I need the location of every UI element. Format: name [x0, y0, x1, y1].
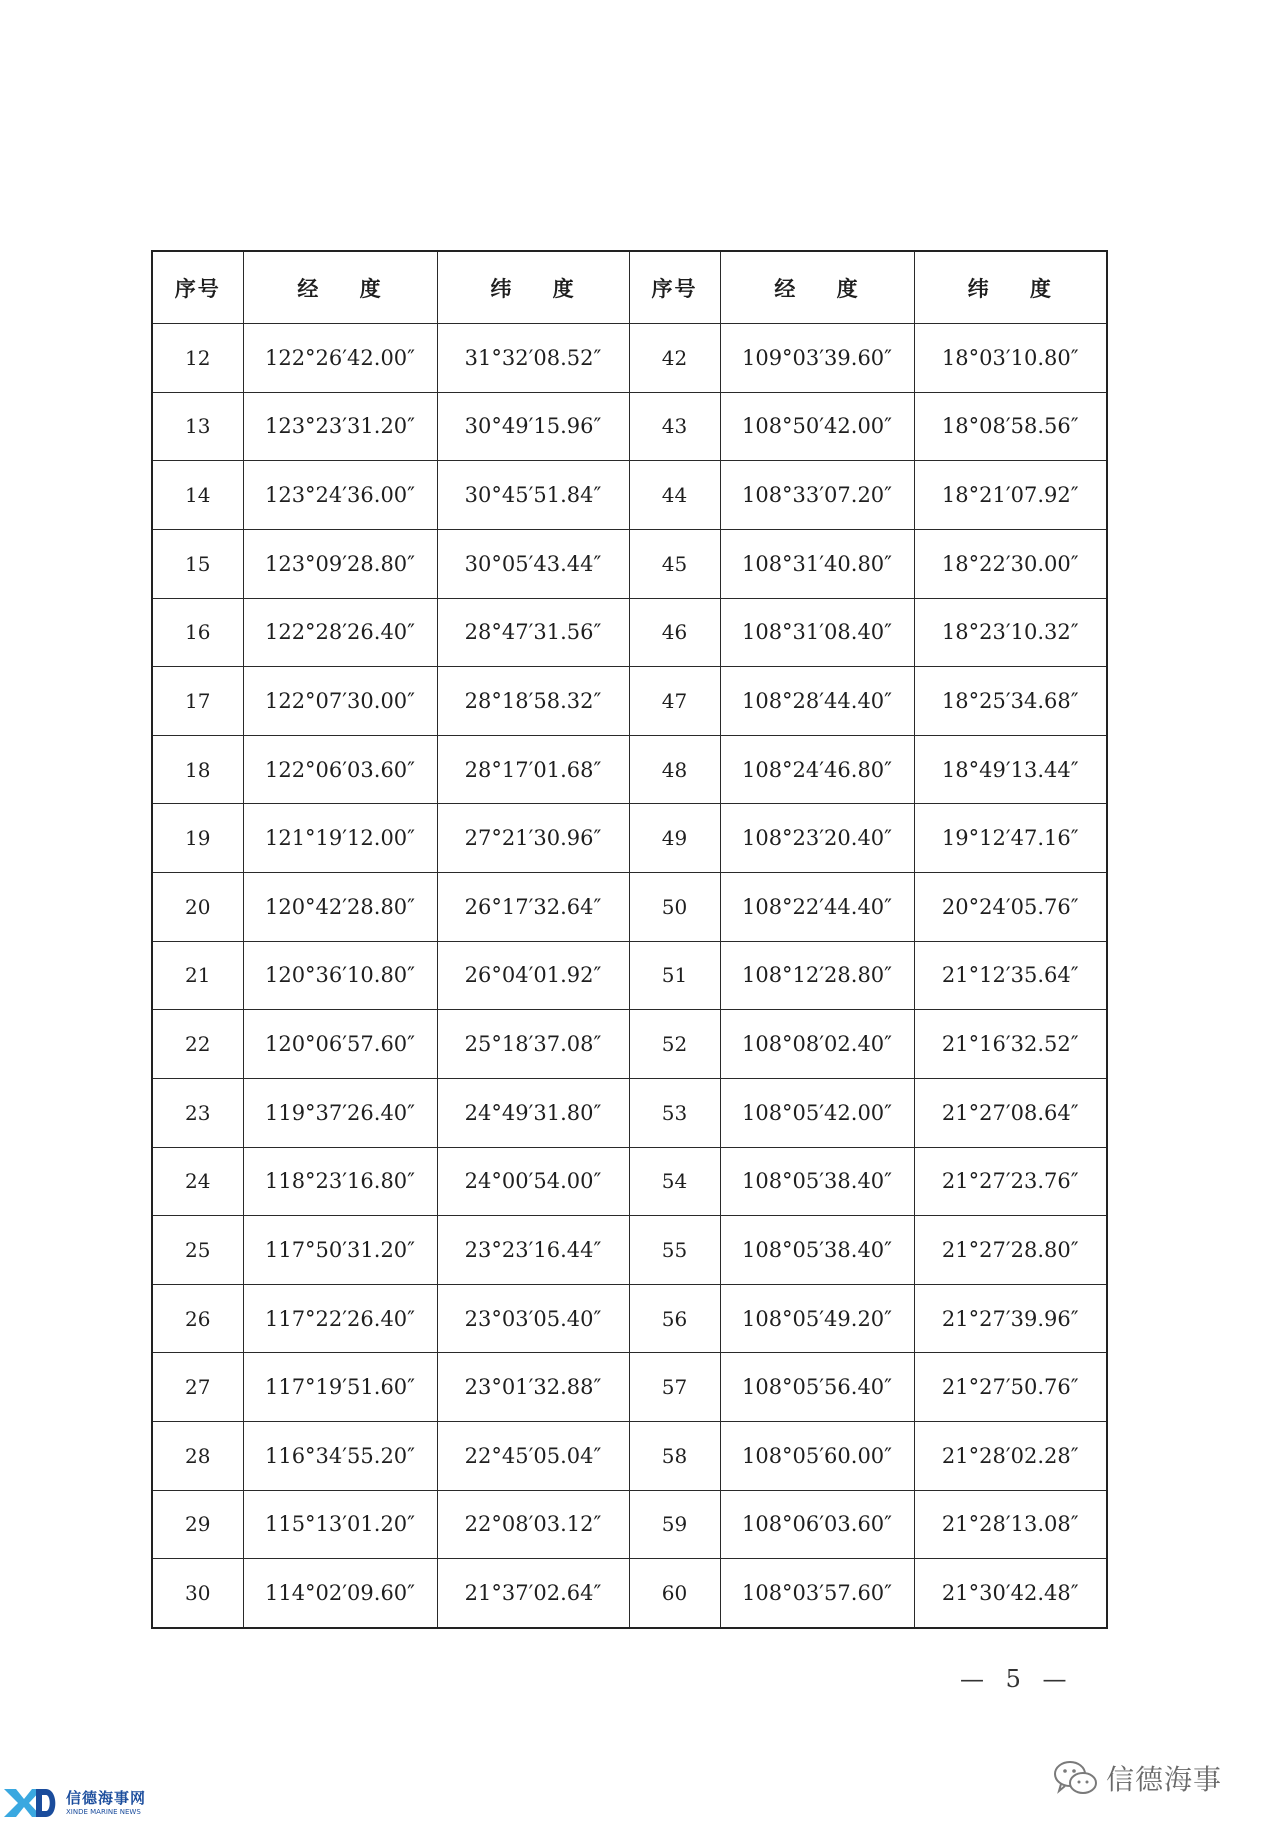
cell-serial-right: 57 — [629, 1353, 720, 1422]
cell-serial-right: 49 — [629, 804, 720, 873]
wechat-watermark — [1052, 1758, 1222, 1798]
cell-latitude-right: 21°27′39.96″ — [914, 1284, 1107, 1353]
cell-serial-right: 59 — [629, 1490, 720, 1559]
header-serial-right: 序号 — [629, 251, 720, 324]
cell-serial-left: 14 — [152, 461, 243, 530]
wechat-account-name: 信德海事 — [1106, 1763, 1223, 1796]
table-row — [152, 529, 1107, 598]
cell-serial-left: 22 — [152, 1010, 243, 1079]
cell-longitude-left: 123°09′28.80″ — [243, 529, 437, 598]
cell-serial-right: 54 — [629, 1147, 720, 1216]
table-row — [152, 1353, 1107, 1422]
cell-latitude-left: 21°37′02.64″ — [437, 1559, 629, 1628]
table-row — [152, 1078, 1107, 1147]
table-row — [152, 324, 1107, 393]
table-body — [152, 324, 1107, 1629]
cell-serial-right: 58 — [629, 1422, 720, 1491]
table-row — [152, 804, 1107, 873]
cell-latitude-left: 30°49′15.96″ — [437, 392, 629, 461]
cell-longitude-right: 108°03′57.60″ — [720, 1559, 914, 1628]
cell-latitude-right: 21°12′35.64″ — [914, 941, 1107, 1010]
table-row — [152, 667, 1107, 736]
cell-longitude-right: 109°03′39.60″ — [720, 324, 914, 393]
cell-longitude-right: 108°31′40.80″ — [720, 529, 914, 598]
header-row — [152, 251, 1107, 324]
cell-longitude-left: 117°50′31.20″ — [243, 1216, 437, 1285]
cell-latitude-left: 31°32′08.52″ — [437, 324, 629, 393]
table-row — [152, 1422, 1107, 1491]
cell-latitude-left: 23°01′32.88″ — [437, 1353, 629, 1422]
header-latitude-left: 纬 度 — [437, 251, 629, 324]
cell-longitude-left: 119°37′26.40″ — [243, 1078, 437, 1147]
cell-serial-right: 48 — [629, 735, 720, 804]
logo-english-text: XINDE MARINE NEWS — [66, 1807, 141, 1816]
site-logo — [2, 1784, 146, 1822]
cell-serial-left: 27 — [152, 1353, 243, 1422]
cell-latitude-right: 21°30′42.48″ — [914, 1559, 1107, 1628]
header-serial-left: 序号 — [152, 251, 243, 324]
cell-latitude-left: 26°04′01.92″ — [437, 941, 629, 1010]
cell-latitude-left: 22°08′03.12″ — [437, 1490, 629, 1559]
cell-longitude-right: 108°05′49.20″ — [720, 1284, 914, 1353]
table-header — [152, 251, 1107, 324]
xd-logo-icon — [2, 1786, 60, 1820]
cell-longitude-left: 123°24′36.00″ — [243, 461, 437, 530]
cell-serial-left: 15 — [152, 529, 243, 598]
cell-longitude-right: 108°05′38.40″ — [720, 1147, 914, 1216]
cell-longitude-right: 108°22′44.40″ — [720, 873, 914, 942]
cell-latitude-right: 21°27′50.76″ — [914, 1353, 1107, 1422]
table-row — [152, 392, 1107, 461]
cell-serial-left: 23 — [152, 1078, 243, 1147]
cell-latitude-left: 23°03′05.40″ — [437, 1284, 629, 1353]
cell-latitude-left: 30°05′43.44″ — [437, 529, 629, 598]
cell-latitude-right: 20°24′05.76″ — [914, 873, 1107, 942]
cell-latitude-left: 28°47′31.56″ — [437, 598, 629, 667]
cell-serial-left: 26 — [152, 1284, 243, 1353]
table-row — [152, 1010, 1107, 1079]
cell-serial-right: 60 — [629, 1559, 720, 1628]
cell-longitude-left: 114°02′09.60″ — [243, 1559, 437, 1628]
cell-serial-left: 30 — [152, 1559, 243, 1628]
wechat-icon — [1052, 1758, 1100, 1798]
cell-longitude-left: 118°23′16.80″ — [243, 1147, 437, 1216]
cell-latitude-right: 18°21′07.92″ — [914, 461, 1107, 530]
cell-longitude-right: 108°06′03.60″ — [720, 1490, 914, 1559]
cell-longitude-right: 108°24′46.80″ — [720, 735, 914, 804]
cell-longitude-right: 108°23′20.40″ — [720, 804, 914, 873]
logo-chinese-text: 信德海事网 — [66, 1788, 147, 1807]
cell-serial-right: 56 — [629, 1284, 720, 1353]
cell-longitude-left: 122°28′26.40″ — [243, 598, 437, 667]
cell-serial-left: 28 — [152, 1422, 243, 1491]
table-row — [152, 1490, 1107, 1559]
cell-longitude-right: 108°33′07.20″ — [720, 461, 914, 530]
cell-latitude-right: 18°25′34.68″ — [914, 667, 1107, 736]
cell-serial-left: 24 — [152, 1147, 243, 1216]
cell-serial-right: 45 — [629, 529, 720, 598]
cell-longitude-right: 108°31′08.40″ — [720, 598, 914, 667]
cell-latitude-right: 21°27′08.64″ — [914, 1078, 1107, 1147]
header-latitude-right: 纬 度 — [914, 251, 1107, 324]
cell-longitude-left: 122°26′42.00″ — [243, 324, 437, 393]
cell-serial-right: 51 — [629, 941, 720, 1010]
coordinate-table — [151, 250, 1108, 1629]
cell-latitude-right: 18°49′13.44″ — [914, 735, 1107, 804]
table-row — [152, 1147, 1107, 1216]
cell-longitude-left: 121°19′12.00″ — [243, 804, 437, 873]
cell-serial-right: 52 — [629, 1010, 720, 1079]
cell-longitude-left: 120°42′28.80″ — [243, 873, 437, 942]
cell-serial-right: 50 — [629, 873, 720, 942]
header-longitude-left: 经 度 — [243, 251, 437, 324]
cell-longitude-right: 108°08′02.40″ — [720, 1010, 914, 1079]
cell-latitude-right: 21°16′32.52″ — [914, 1010, 1107, 1079]
header-longitude-right: 经 度 — [720, 251, 914, 324]
cell-longitude-left: 120°06′57.60″ — [243, 1010, 437, 1079]
table-row — [152, 598, 1107, 667]
cell-serial-right: 55 — [629, 1216, 720, 1285]
cell-latitude-right: 18°08′58.56″ — [914, 392, 1107, 461]
cell-serial-left: 20 — [152, 873, 243, 942]
cell-serial-right: 46 — [629, 598, 720, 667]
table-row — [152, 735, 1107, 804]
cell-longitude-right: 108°12′28.80″ — [720, 941, 914, 1010]
cell-latitude-left: 23°23′16.44″ — [437, 1216, 629, 1285]
cell-serial-right: 53 — [629, 1078, 720, 1147]
table-row — [152, 941, 1107, 1010]
cell-latitude-right: 21°27′28.80″ — [914, 1216, 1107, 1285]
cell-longitude-right: 108°50′42.00″ — [720, 392, 914, 461]
cell-longitude-left: 117°22′26.40″ — [243, 1284, 437, 1353]
cell-serial-left: 21 — [152, 941, 243, 1010]
cell-serial-right: 42 — [629, 324, 720, 393]
cell-latitude-left: 27°21′30.96″ — [437, 804, 629, 873]
cell-serial-left: 29 — [152, 1490, 243, 1559]
cell-latitude-right: 18°22′30.00″ — [914, 529, 1107, 598]
cell-longitude-left: 120°36′10.80″ — [243, 941, 437, 1010]
cell-latitude-left: 26°17′32.64″ — [437, 873, 629, 942]
cell-serial-left: 19 — [152, 804, 243, 873]
cell-serial-left: 18 — [152, 735, 243, 804]
cell-serial-right: 44 — [629, 461, 720, 530]
cell-longitude-right: 108°05′38.40″ — [720, 1216, 914, 1285]
cell-latitude-left: 24°00′54.00″ — [437, 1147, 629, 1216]
cell-serial-left: 25 — [152, 1216, 243, 1285]
cell-longitude-left: 115°13′01.20″ — [243, 1490, 437, 1559]
cell-latitude-left: 25°18′37.08″ — [437, 1010, 629, 1079]
cell-serial-left: 12 — [152, 324, 243, 393]
cell-latitude-right: 21°28′13.08″ — [914, 1490, 1107, 1559]
table-row — [152, 1284, 1107, 1353]
table-row — [152, 1559, 1107, 1628]
cell-longitude-right: 108°05′42.00″ — [720, 1078, 914, 1147]
cell-longitude-left: 122°07′30.00″ — [243, 667, 437, 736]
cell-latitude-right: 18°23′10.32″ — [914, 598, 1107, 667]
cell-latitude-left: 28°17′01.68″ — [437, 735, 629, 804]
cell-longitude-left: 123°23′31.20″ — [243, 392, 437, 461]
cell-longitude-right: 108°05′56.40″ — [720, 1353, 914, 1422]
cell-longitude-right: 108°28′44.40″ — [720, 667, 914, 736]
table-row — [152, 873, 1107, 942]
cell-latitude-left: 30°45′51.84″ — [437, 461, 629, 530]
table-row — [152, 1216, 1107, 1285]
cell-longitude-left: 117°19′51.60″ — [243, 1353, 437, 1422]
page-number: — 5 — — [960, 1665, 1069, 1693]
table-row — [152, 461, 1107, 530]
cell-latitude-right: 21°27′23.76″ — [914, 1147, 1107, 1216]
cell-latitude-left: 24°49′31.80″ — [437, 1078, 629, 1147]
cell-longitude-left: 116°34′55.20″ — [243, 1422, 437, 1491]
cell-latitude-right: 19°12′47.16″ — [914, 804, 1107, 873]
cell-latitude-right: 21°28′02.28″ — [914, 1422, 1107, 1491]
cell-longitude-right: 108°05′60.00″ — [720, 1422, 914, 1491]
cell-serial-left: 17 — [152, 667, 243, 736]
cell-latitude-left: 22°45′05.04″ — [437, 1422, 629, 1491]
cell-serial-left: 13 — [152, 392, 243, 461]
cell-serial-right: 43 — [629, 392, 720, 461]
cell-latitude-left: 28°18′58.32″ — [437, 667, 629, 736]
cell-serial-left: 16 — [152, 598, 243, 667]
cell-longitude-left: 122°06′03.60″ — [243, 735, 437, 804]
cell-latitude-right: 18°03′10.80″ — [914, 324, 1107, 393]
cell-serial-right: 47 — [629, 667, 720, 736]
